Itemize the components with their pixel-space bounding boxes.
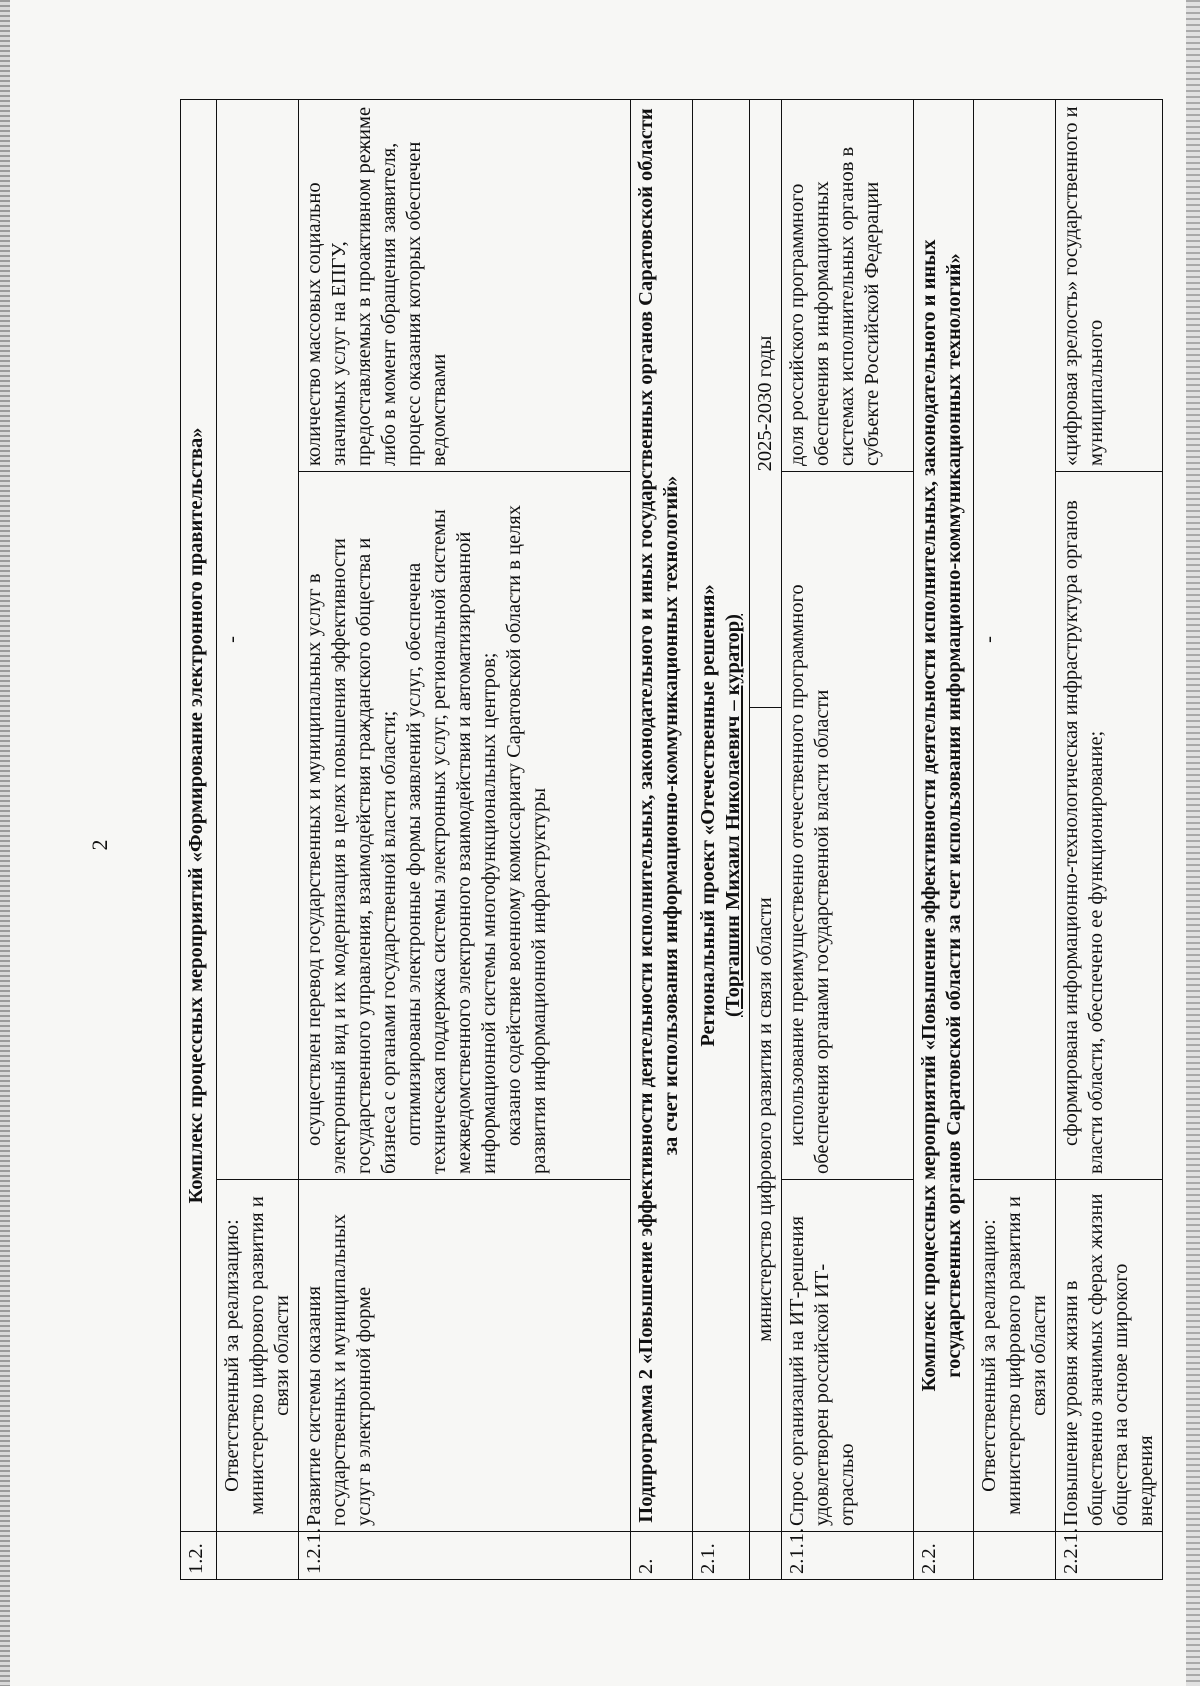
scan-edge-left: [0, 0, 10, 1686]
responsible-label: министерство цифрового развития и связи области: [750, 708, 782, 1532]
row-number: 2.2.1.: [1056, 1532, 1163, 1580]
table-row: [750, 100, 782, 1580]
effect-line: осуществлен перевод государственных и муниципальных услуг в электронный вид и их модернизация в целях повышения эффективности государственного управления, взаимодействия гражданского общества и бизнеса с органами государственной власти области;: [303, 537, 400, 1174]
indicator-cell: количество массовых социально значимых услуг на ЕПГУ, предоставляемых в проактивном режиме либо в момент обращения заявителя, процесс оказания которых обеспечен ведомствами: [299, 100, 631, 472]
section-title-line: государственных органов Саратовской области за счет использования информационно-коммуникационных технологий»: [943, 253, 965, 1378]
responsible-label: Ответственный за реализацию: министерство цифрового развития и связи области: [974, 1180, 1056, 1532]
indicator-cell: «цифровая зрелость» государственного и муниципального: [1056, 100, 1163, 472]
table-row: [181, 100, 217, 1580]
table-row: [1056, 100, 1163, 1580]
indicator-cell: доля российского программного обеспечения в информационных системах исполнительных органов в субъекте Российской Федерации: [782, 100, 914, 472]
row-number: [974, 1532, 1056, 1580]
rotated-table-wrapper: [180, 100, 1157, 1580]
task-cell: Повышение уровня жизни в общественно значимых сферах жизни общества на основе широкого внедрения: [1056, 1180, 1163, 1532]
subprogram-title: Подпрограмма 2 «Повышение эффективности деятельности исполнительных, законодательного и иных государственных органов Саратовской области за счет использования информационно-коммуникационных технологий»: [631, 100, 693, 1532]
row-number: 1.2.: [181, 1532, 217, 1580]
task-cell: Развитие системы оказания государственных и муниципальных услуг в электронной форме: [299, 1180, 631, 1532]
table-row: [299, 100, 631, 1580]
responsible-value: -: [974, 100, 1056, 1180]
project-period: 2025-2030 годы: [750, 100, 782, 708]
effects-cell: [299, 472, 631, 1180]
section-title: [914, 100, 974, 1532]
effect-cell: использование преимущественно отечественного программного обеспечения органами государственной власти области: [782, 472, 914, 1180]
row-number: [750, 1532, 782, 1580]
program-table: [180, 99, 1163, 1580]
table-row: [914, 100, 974, 1580]
scan-edge-right: [1186, 0, 1200, 1686]
row-number: [217, 1532, 299, 1580]
responsible-value: -: [217, 100, 299, 1180]
table-row: [631, 100, 693, 1580]
row-number: 2.1.1.: [782, 1532, 914, 1580]
table-row: [782, 100, 914, 1580]
project-title: [693, 100, 750, 1532]
row-number: 2.2.: [914, 1532, 974, 1580]
page-number: 2: [87, 839, 112, 851]
effect-cell: сформирована информационно-технологическая инфраструктура органов власти области, обеспечено ее функционирование;: [1056, 472, 1163, 1180]
table-row: [217, 100, 299, 1580]
task-cell: Спрос организаций на ИТ-решения удовлетворен российской ИТ-отраслью: [782, 1180, 914, 1532]
row-number: 1.2.1.: [299, 1532, 631, 1580]
row-number: 2.1.: [693, 1532, 750, 1580]
section-title-line: Комплекс процессных мероприятий «Повышение эффективности деятельности исполнительных, законодательного и иных: [918, 239, 940, 1392]
table-row: [693, 100, 750, 1580]
project-name: Региональный проект «Отечественные решения»: [697, 584, 719, 1047]
section-title: Комплекс процессных мероприятий «Формирование электронного правительства»: [181, 100, 217, 1532]
row-number: 2.: [631, 1532, 693, 1580]
project-curator: (Торгашин Михаил Николаевич – куратор): [722, 614, 744, 1017]
effect-line: оказано содействие военному комиссариату Саратовской области в целях развития информационной инфраструктуры: [503, 504, 550, 1174]
effect-line: оптимизированы электронные формы заявлений услуг, обеспечена техническая поддержка системы электронных услуг, региональной системы межведомственного электронного взаимодействия и автоматизированной информационной системы многофункциональных центров;: [403, 509, 500, 1174]
responsible-label: Ответственный за реализацию: министерство цифрового развития и связи области: [217, 1180, 299, 1532]
table-row: [974, 100, 1056, 1580]
